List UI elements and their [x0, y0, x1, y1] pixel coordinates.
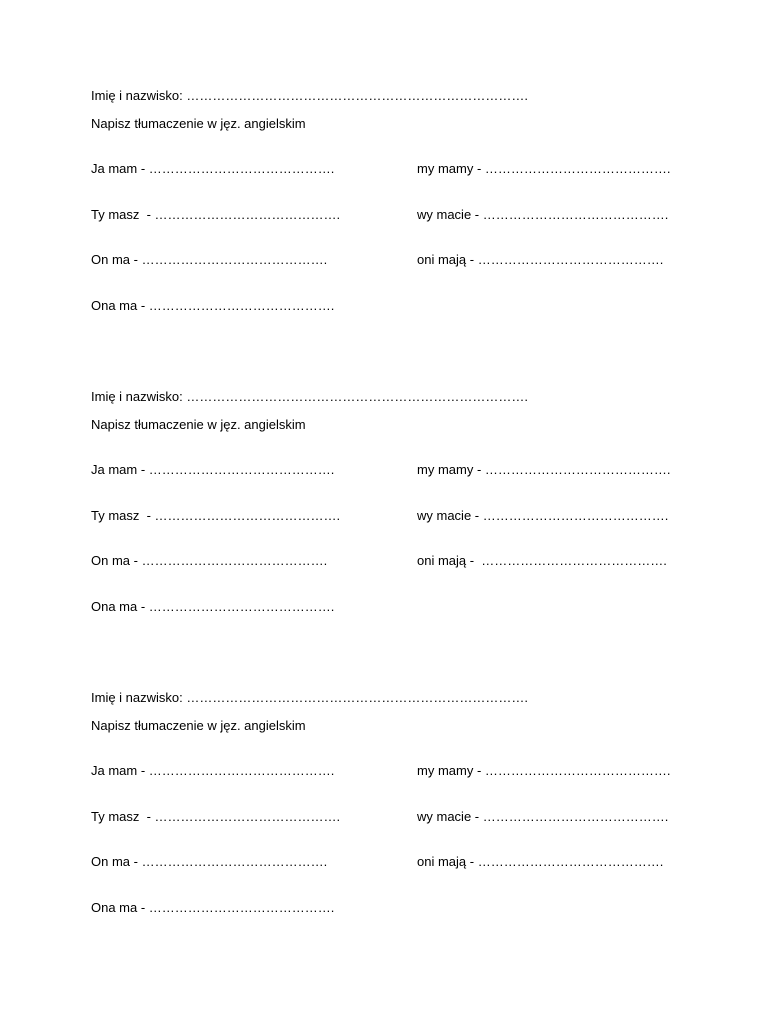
translation-item-ja-mam: Ja mam - ……………………………………. [91, 763, 335, 778]
translation-item-ona-ma: Ona ma - ……………………………………. [91, 900, 335, 915]
instruction-text: Napisz tłumaczenie w jęz. angielskim [91, 417, 306, 432]
translation-item-ty-masz: Ty masz - ……………………………………. [91, 207, 341, 222]
translation-item-wy-macie: wy macie - ……………………………………. [417, 207, 669, 222]
translation-item-my-mamy: my mamy - ……………………………………. [417, 763, 671, 778]
instruction-text: Napisz tłumaczenie w jęz. angielskim [91, 116, 306, 131]
translation-item-on-ma: On ma - ……………………………………. [91, 854, 328, 869]
translation-item-my-mamy: my mamy - ……………………………………. [417, 161, 671, 176]
translation-item-my-mamy: my mamy - ……………………………………. [417, 462, 671, 477]
translation-item-on-ma: On ma - ……………………………………. [91, 252, 328, 267]
exercise-block [0, 690, 768, 950]
translation-item-ja-mam: Ja mam - ……………………………………. [91, 462, 335, 477]
name-field-line: Imię i nazwisko: ……………………………………………………………………. [91, 389, 528, 404]
translation-item-ona-ma: Ona ma - ……………………………………. [91, 298, 335, 313]
translation-item-oni-maja: oni mają - ……………………………………. [417, 854, 664, 869]
translation-item-ja-mam: Ja mam - ……………………………………. [91, 161, 335, 176]
exercise-block [0, 389, 768, 649]
translation-item-oni-maja: oni mają - ……………………………………. [417, 252, 664, 267]
translation-item-on-ma: On ma - ……………………………………. [91, 553, 328, 568]
name-field-line: Imię i nazwisko: ……………………………………………………………………. [91, 88, 528, 103]
translation-item-ona-ma: Ona ma - ……………………………………. [91, 599, 335, 614]
translation-item-oni-maja: oni mają - ……………………………………. [417, 553, 667, 568]
name-field-line: Imię i nazwisko: ……………………………………………………………………. [91, 690, 528, 705]
exercise-block [0, 88, 768, 348]
translation-item-ty-masz: Ty masz - ……………………………………. [91, 508, 341, 523]
instruction-text: Napisz tłumaczenie w jęz. angielskim [91, 718, 306, 733]
translation-item-wy-macie: wy macie - ……………………………………. [417, 508, 669, 523]
translation-item-wy-macie: wy macie - ……………………………………. [417, 809, 669, 824]
translation-item-ty-masz: Ty masz - ……………………………………. [91, 809, 341, 824]
